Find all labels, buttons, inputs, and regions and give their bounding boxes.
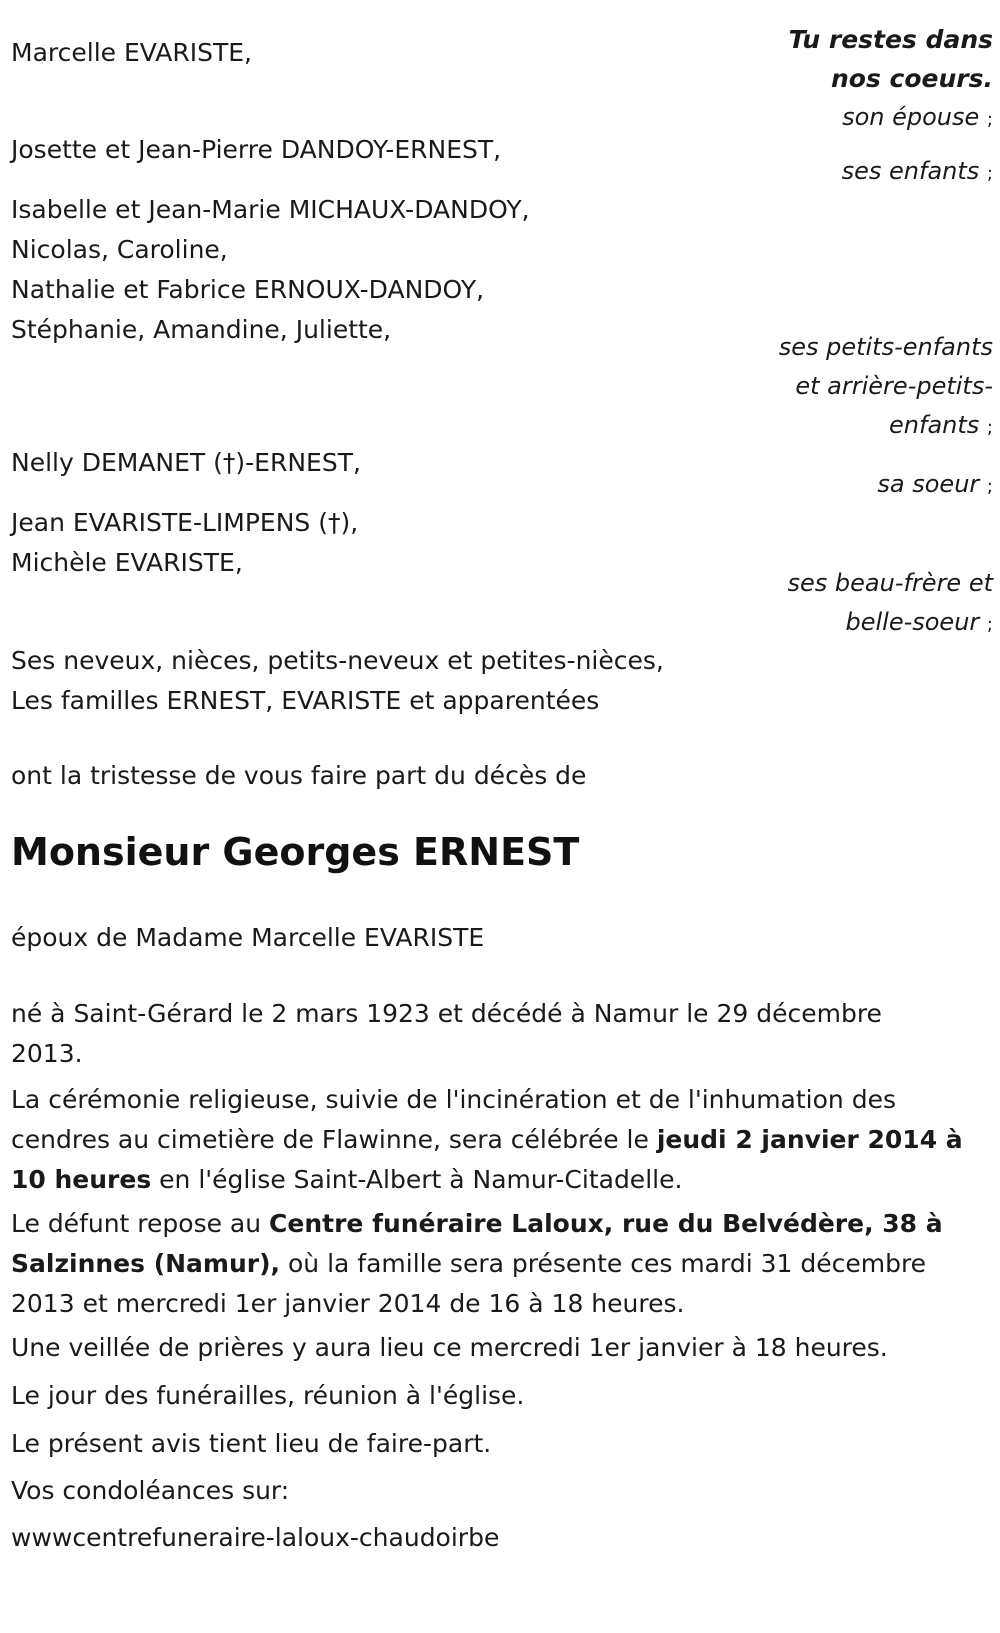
family-row-grandchildren [11, 190, 993, 447]
vigil: Une veillée de prières y aura lieu ce mercredi 1er janvier à 18 heures. [11, 1333, 888, 1362]
relatives [11, 641, 664, 721]
relation-label: son épouse [842, 103, 980, 131]
repose-hours: où la famille sera présente ces mardi 31 décembre 2013 et mercredi 1er janvier 2014 de 16 à 18 heures. [11, 1249, 927, 1318]
family-name: Isabelle et Jean-Marie MICHAUX-DANDOY, [11, 195, 530, 224]
family-name: Josette et Jean-Pierre DANDOY-ERNEST, [11, 135, 502, 164]
relation-label: enfants ; [889, 411, 993, 439]
relation-column [748, 564, 993, 644]
relation-column [748, 20, 993, 139]
website-link[interactable]: wwwcentrefuneraire-laloux-chaudoirbe [11, 1523, 500, 1552]
relation-label: et arrière-petits- [795, 372, 993, 400]
family-names [11, 503, 358, 583]
motto-text: Tu restes dans nos coeurs. [788, 25, 993, 93]
family-row-inlaws [11, 503, 993, 644]
spouse-line: époux de Madame Marcelle EVARISTE [11, 923, 485, 952]
family-name: Jean EVARISTE-LIMPENS (†), [11, 508, 359, 537]
repose-text: Le défunt repose au [11, 1209, 270, 1238]
ceremony-paragraph [11, 1080, 971, 1200]
family-name: Marcelle EVARISTE, [11, 38, 252, 67]
relation-semicolon: ; [986, 614, 993, 635]
repose-paragraph [11, 1204, 971, 1324]
relation-semicolon: ; [986, 109, 993, 130]
relation-semicolon: ; [986, 163, 993, 184]
relation-semicolon: ; [986, 476, 993, 497]
relation-column [748, 465, 993, 506]
family-name: Michèle EVARISTE, [11, 548, 243, 577]
family-row-children [11, 130, 993, 193]
family-name: Nicolas, Caroline, [11, 235, 228, 264]
relation-column [748, 152, 993, 193]
ceremony-date: jeudi 2 janvier 2014 à 10 heures [11, 1125, 963, 1194]
family-names [11, 33, 252, 73]
relation-label: sa soeur [877, 470, 980, 498]
relation-label: ses enfants [841, 157, 980, 185]
announcement: ont la tristesse de vous faire part du décès de [11, 761, 587, 790]
relation-label: ses beau-frère et [787, 569, 993, 597]
family-name: Stéphanie, Amandine, Juliette, [11, 315, 392, 344]
repose-location: Centre funéraire Laloux, rue du Belvédère, 38 à Salzinnes (Namur), [11, 1209, 943, 1278]
deceased-name: Monsieur Georges ERNEST [11, 830, 580, 874]
relation-label: ses petits-enfants [778, 333, 993, 361]
family-row-spouse [11, 20, 993, 139]
condolences-label: Vos condoléances sur: [11, 1476, 290, 1505]
motto [748, 20, 993, 98]
relation-label: belle-soeur ; [845, 608, 993, 636]
relation-semicolon: ; [986, 417, 993, 438]
family-name: Nelly DEMANET (†)-ERNEST, [11, 448, 361, 477]
relatives-line: Les familles ERNEST, EVARISTE et apparentées [11, 686, 600, 715]
family-names [11, 443, 361, 483]
relatives-line: Ses neveux, nièces, petits-neveux et petites-nièces, [11, 646, 664, 675]
funeral-day: Le jour des funérailles, réunion à l'église. [11, 1381, 525, 1410]
family-row-sister [11, 443, 993, 506]
family-names [11, 190, 530, 350]
relation-column [748, 328, 993, 447]
ceremony-place: en l'église Saint-Albert à Namur-Citadelle. [151, 1165, 683, 1194]
family-name: Nathalie et Fabrice ERNOUX-DANDOY, [11, 275, 485, 304]
family-names [11, 130, 501, 170]
notice: Le présent avis tient lieu de faire-part. [11, 1429, 492, 1458]
ceremony-text: La cérémonie religieuse, suivie de l'incinération et de l'inhumation des cendres au cimetière de Flawinne, sera célébrée le [11, 1085, 896, 1154]
birth-death: né à Saint-Gérard le 2 mars 1923 et décédé à Namur le 29 décembre 2013. [11, 999, 882, 1068]
